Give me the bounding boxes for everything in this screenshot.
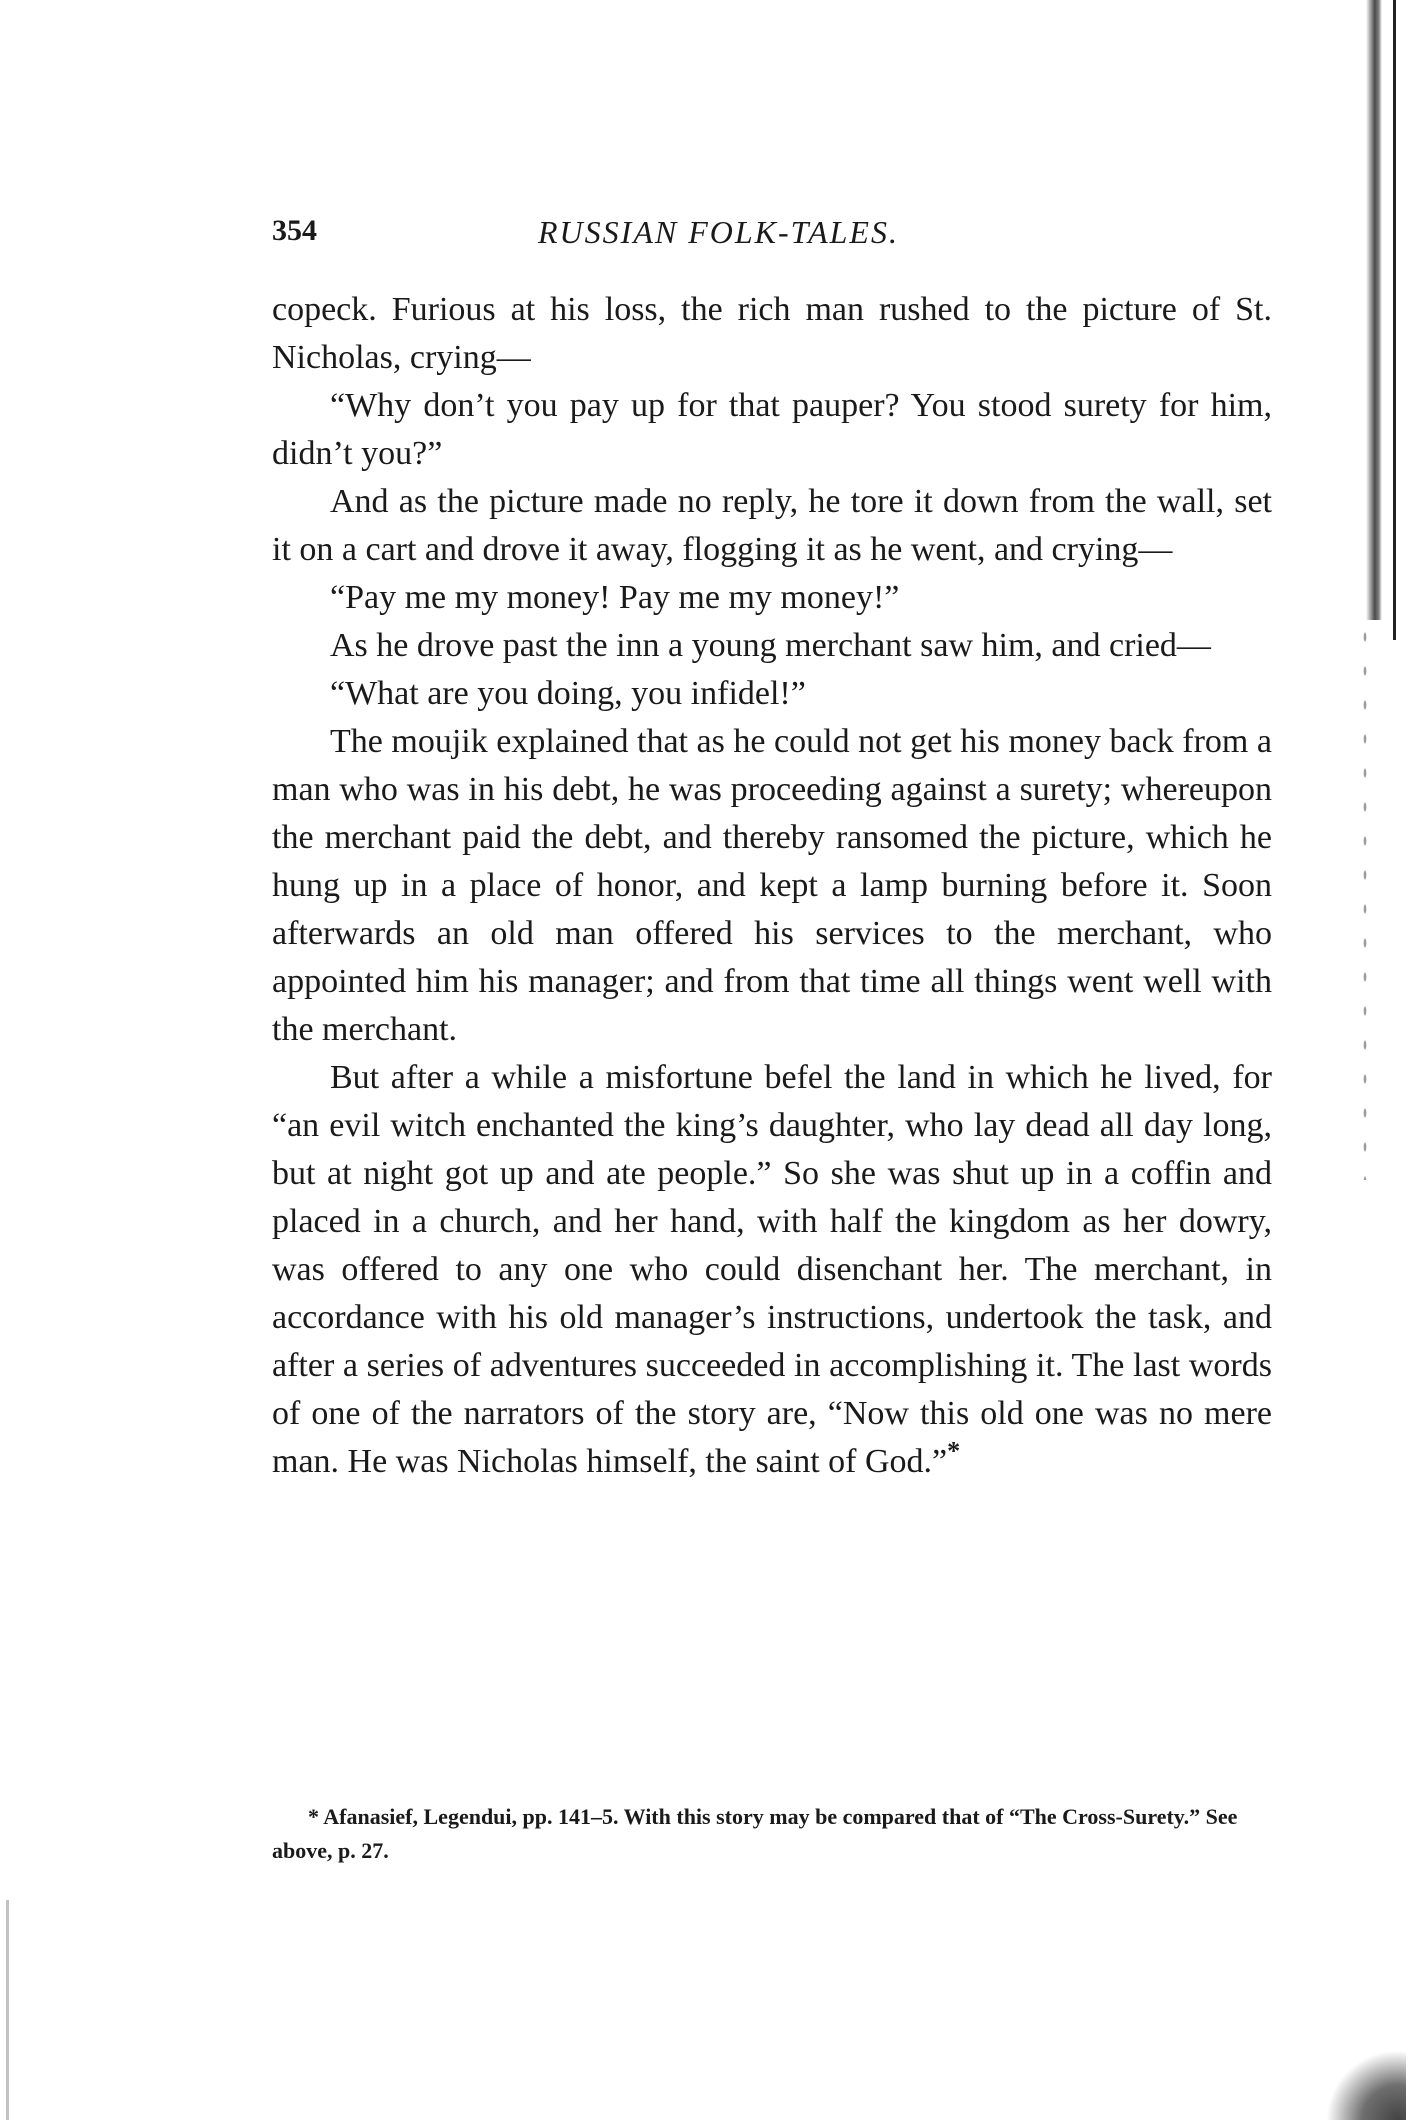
paragraph-8-text: But after a while a misfortune befel the land in which he lived, for “an evil witch enchanted the king’s daughter, who lay dead all day long, but at night got up and ate people.” So she was shut up in a coffin and placed in a church, and her hand, with half the kingdom as her dowry, was offered to any one who could disenchant her. The merchant, in accordance with his old manager’s instructions, undertook the task, and after a series of adventures succeeded in accomplishing it. The last words of one of the narrators of the story are, “Now this old one was no mere man. He was Nicholas himself, the saint of God.” (272, 1059, 1272, 1480)
running-head (272, 214, 1272, 264)
scan-left-edge (6, 1900, 9, 2120)
paragraph-1: copeck. Furious at his loss, the rich man rushed to the picture of St. Nicholas, crying— (272, 291, 1272, 376)
footnote (272, 1800, 1272, 1868)
scan-binding-shadow (1366, 0, 1382, 620)
paragraph-2: “Why don’t you pay up for that pauper? You stood surety for him, didn’t you?” (272, 387, 1272, 472)
paragraph-5: As he drove past the inn a young merchant saw him, and cried— (330, 627, 1211, 664)
paragraph-7: The moujik explained that as he could not get his money back from a man who was in his debt, he was proceeding against a surety; whereupon the merchant paid the debt, and thereby ransomed the picture, which he hung up in a place of honor, and kept a lamp burning before it. Soon afterwards an old man offered his services to the merchant, who appointed him his manager; and from that time all things went well with the merchant. (272, 723, 1272, 1048)
footnote-text: * Afanasief, Legendui, pp. 141–5. With this story may be compared that of “The Cross-Surety.” See above, p. 27. (272, 1804, 1238, 1863)
running-title: RUSSIAN FOLK-TALES. (538, 214, 899, 250)
scan-speckles (1360, 620, 1370, 1180)
paragraph-4: “Pay me my money! Pay me my money!” (330, 579, 900, 616)
page-number: 354 (272, 214, 317, 247)
body-text (272, 286, 1272, 1486)
scan-binding-line (1393, 0, 1396, 640)
footnote-marker: * (947, 1436, 961, 1466)
paragraph-3: And as the picture made no reply, he tore it down from the wall, set it on a cart and drove it away, flogging it as he went, and crying— (272, 483, 1272, 568)
paragraph-6: “What are you doing, you infidel!” (330, 675, 806, 712)
scan-corner-mark (1326, 2050, 1406, 2120)
paragraph-8 (272, 1054, 1272, 1486)
